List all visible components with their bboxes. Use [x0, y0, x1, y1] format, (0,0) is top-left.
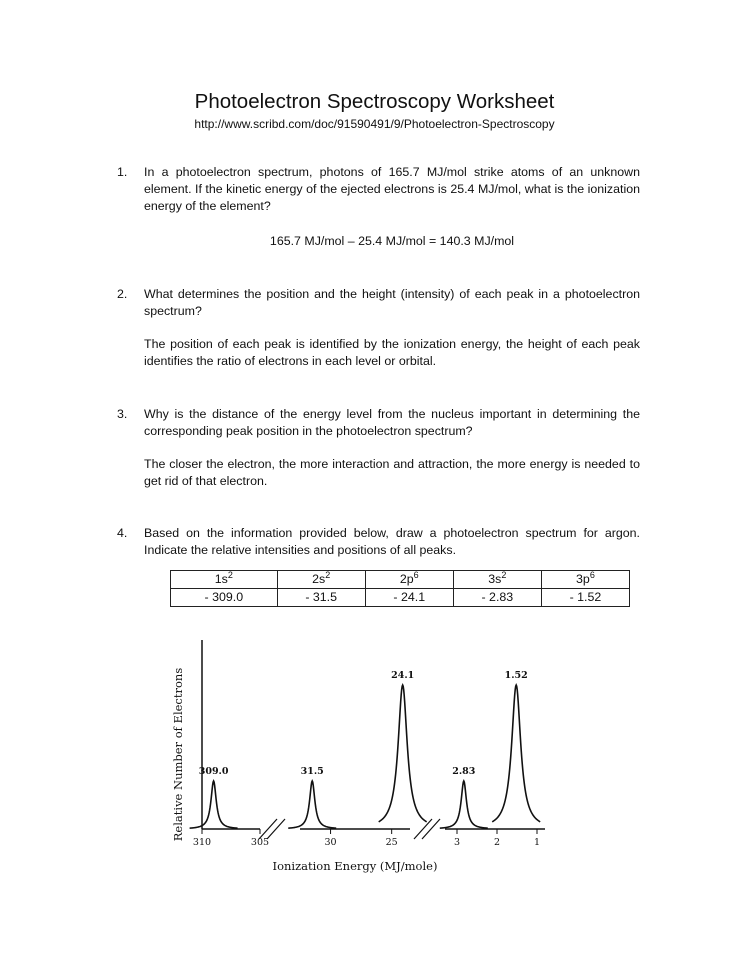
peak-label: 1.52: [504, 670, 528, 681]
question-1-number: 1.: [117, 165, 128, 179]
orbital-cell: $1s^2$: [171, 571, 278, 589]
y-axis-label: Relative Number of Electrons: [171, 667, 185, 842]
x-tick-label: 30: [324, 837, 337, 848]
peak-label: 24.1: [391, 670, 415, 681]
question-2-answer: The position of each peak is identified by the ionization energy, the height of each peak identifies the ratio of electrons in each level or orbital.: [144, 337, 640, 368]
source-url: http://www.scribd.com/doc/91590491/9/Photoelectron-Spectroscopy: [194, 117, 555, 131]
peak-label: 309.0: [198, 766, 229, 777]
question-1-answer: 165.7 MJ/mol – 25.4 MJ/mol = 140.3 MJ/mol: [269, 234, 515, 248]
spectrum-peak: [492, 685, 540, 822]
question-4-number: 4.: [117, 526, 128, 540]
x-tick-label: 25: [385, 837, 398, 848]
spectrum-peak: [288, 781, 336, 828]
x-tick-label: 305: [250, 837, 270, 848]
axis-break-mark: [259, 819, 277, 839]
energy-row: [171, 589, 630, 607]
spectrum-peak: [440, 781, 488, 828]
question-2-number: 2.: [117, 287, 128, 301]
question-3-text: Why is the distance of the energy level from the nucleus important in determining the corresponding peak position in the photoelectron spectrum?: [144, 407, 640, 438]
orbital-cell: $3p^6$: [541, 571, 629, 589]
axis-break-mark: [422, 819, 440, 839]
energy-cell: - 309.0: [171, 589, 278, 607]
orbital-row: [171, 571, 630, 589]
question-4-text: Based on the information provided below, draw a photoelectron spectrum for argon. Indicate the relative intensities and positions of all peaks.: [144, 526, 640, 557]
question-2-text: What determines the position and the height (intensity) of each peak in a photoelectron spectrum?: [144, 287, 640, 318]
spectrum-peak: [379, 685, 427, 822]
energy-cell: - 1.52: [541, 589, 629, 607]
orbital-cell: $2p^6$: [365, 571, 453, 589]
photoelectron-spectrum-chart: [165, 630, 585, 880]
orbital-cell: $2s^2$: [277, 571, 365, 589]
orbital-energy-table: [170, 570, 630, 607]
axis-break-mark: [414, 819, 432, 839]
question-1-text: In a photoelectron spectrum, photons of 165.7 MJ/mol strike atoms of an unknown element. If the kinetic energy of the ejected electrons is 25.4 MJ/mol, what is the ionization energy of the element?: [144, 165, 640, 213]
energy-cell: - 2.83: [453, 589, 541, 607]
x-tick-label: 310: [192, 837, 212, 848]
spectrum-peak: [190, 781, 238, 828]
x-tick-label: 2: [493, 837, 501, 848]
orbital-cell: $3s^2$: [453, 571, 541, 589]
energy-cell: - 31.5: [277, 589, 365, 607]
peak-label: 31.5: [300, 766, 324, 777]
x-axis-label: Ionization Energy (MJ/mole): [272, 859, 438, 873]
page-title: Photoelectron Spectroscopy Worksheet: [194, 90, 555, 113]
peak-label: 2.83: [452, 766, 476, 777]
x-tick-label: 3: [453, 837, 461, 848]
question-3-answer: The closer the electron, the more interaction and attraction, the more energy is needed to get rid of that electron.: [144, 457, 640, 488]
x-tick-label: 1: [533, 837, 541, 848]
question-3-number: 3.: [117, 407, 128, 421]
energy-cell: - 24.1: [365, 589, 453, 607]
axis-break-mark: [267, 819, 285, 839]
